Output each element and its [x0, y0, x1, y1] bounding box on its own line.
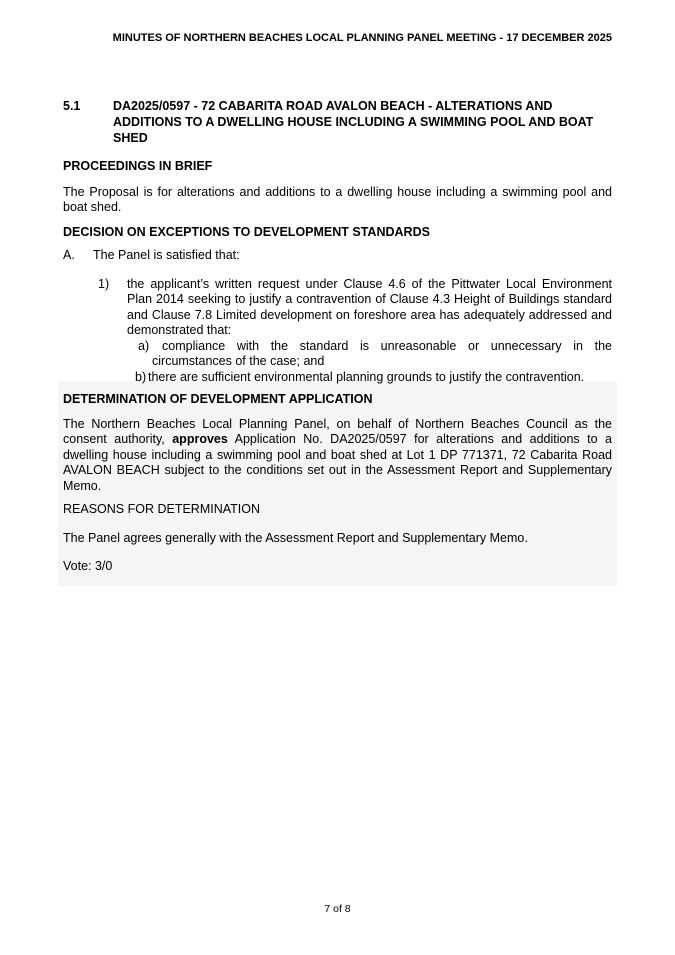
proceedings-heading: PROCEEDINGS IN BRIEF: [63, 159, 213, 173]
clause-1-label: 1): [98, 276, 110, 291]
determination-highlight-box: [58, 381, 617, 586]
subclause-b-row: [63, 370, 612, 386]
subclause-a-text: compliance with the standard is unreasonable or unnecessary in the circumstances of the case; and: [152, 338, 612, 368]
agenda-item-title: DA2025/0597 - 72 CABARITA ROAD AVALON BEACH - ALTERATIONS AND ADDITIONS TO A DWELLING HOUSE INCLUDING A SWIMMING POOL AND BOAT SHED: [113, 99, 594, 145]
determination-heading: DETERMINATION OF DEVELOPMENT APPLICATION: [63, 392, 373, 406]
subclause-a-row: [63, 339, 612, 370]
clause-1-row: [63, 277, 612, 339]
document-header: MINUTES OF NORTHERN BEACHES LOCAL PLANNING PANEL MEETING - 17 DECEMBER 2025: [112, 32, 612, 44]
determination-body-pre: The Northern Beaches Local Planning Panel, on behalf of Northern Beaches Council as the consent authority,: [63, 416, 612, 446]
agenda-item-heading: [63, 98, 612, 146]
decision-heading: DECISION ON EXCEPTIONS TO DEVELOPMENT STANDARDS: [63, 224, 430, 239]
proceedings-body: The Proposal is for alterations and additions to a dwelling house including a swimming pool and boat shed.: [63, 184, 612, 214]
satisfied-clause-label: A.: [63, 248, 75, 262]
subclause-b-text: there are sufficient environmental planning grounds to justify the contravention.: [148, 369, 585, 384]
subclause-b-label: b): [135, 369, 147, 384]
satisfied-clause-text: The Panel is satisfied that:: [93, 248, 240, 262]
reasons-heading: REASONS FOR DETERMINATION: [63, 502, 261, 516]
vote-line: Vote: 3/0: [63, 559, 113, 573]
clause-1-text: the applicant’s written request under Clause 4.6 of the Pittwater Local Environment Plan 2014 seeking to justify a contravention of Clause 4.3 Height of Buildings standard and Clause 7.8 Limited development on foreshore area has adequately addressed and demonstrated that:: [127, 276, 612, 337]
satisfied-clause-row: [63, 248, 612, 264]
document-content: [63, 0, 612, 586]
agenda-item-number: 5.1: [63, 99, 81, 113]
approves-emphasis: approves: [172, 432, 228, 446]
determination-body: [63, 417, 612, 495]
reasons-body: The Panel agrees generally with the Assessment Report and Supplementary Memo.: [63, 530, 528, 545]
determination-body-post: Application No. DA2025/0597 for alterations and additions to a dwelling house including a swimming pool and boat shed at Lot 1 DP 771371, 72 Cabarita Road AVALON BEACH subject to the conditions set out in the Assessment Report and Supplementary Memo.: [63, 432, 613, 493]
subclause-a-label: a): [138, 338, 150, 353]
page-number: 7 of 8: [324, 903, 351, 915]
